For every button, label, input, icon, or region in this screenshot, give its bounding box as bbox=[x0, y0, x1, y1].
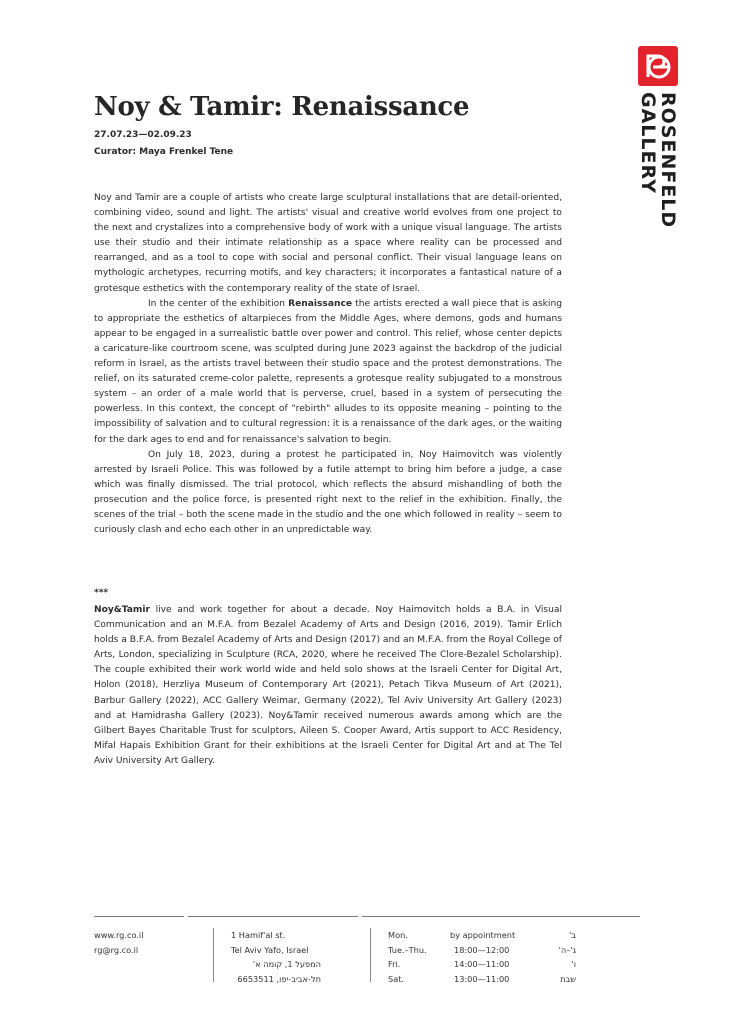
artist-name-bold: Noy&Tamir bbox=[94, 605, 150, 615]
rg-logo-icon bbox=[638, 46, 678, 86]
hours-day: Fri. bbox=[388, 959, 401, 970]
hours-row bbox=[388, 972, 576, 987]
paragraph-protest: On July 18, 2023, during a protest he participated in, Noy Haimovitch was violently arrested by Israeli Police. This was followed by a futile attempt to bring him before a judge, a case which was finally dismissed. The trial protocol, which reflects the absurd mishandling of both the prosecution and the police force, is presented right next to the relief in the exhibition. Finally, the scenes of the trial – both the scene made in the studio and the one which followed in reality – seem to curiously clash and echo each other in an unpredictable way. bbox=[94, 449, 562, 536]
footer-contact bbox=[94, 928, 143, 957]
hours-day-hebrew: ו' bbox=[571, 959, 576, 970]
address-hebrew-1: המפעל 1, קומה א' bbox=[252, 959, 321, 970]
hours-time: 13:00—11:00 bbox=[454, 973, 510, 984]
address-line-1: 1 Hamif'al st. bbox=[231, 930, 286, 940]
footer-divider-1 bbox=[94, 916, 184, 917]
hours-time: 18:00—12:00 bbox=[454, 944, 510, 955]
email-link[interactable]: rg@rg.co.il bbox=[94, 944, 139, 955]
paragraph-renaissance bbox=[94, 297, 562, 448]
logo-wordmark bbox=[638, 92, 678, 282]
opening-hours bbox=[388, 928, 576, 986]
exhibition-dates: 27.07.23—02.09.23 bbox=[94, 130, 192, 140]
gallery-logo bbox=[637, 46, 679, 229]
hours-time: 14:00—11:00 bbox=[454, 959, 510, 970]
footer-divider-2 bbox=[188, 916, 358, 917]
hours-row bbox=[388, 943, 576, 958]
hours-row bbox=[388, 928, 576, 943]
artist-bio-text: live and work together for about a decade. Noy Haimovitch holds a B.A. in Visual Communication and an M.F.A. from Bezalel Academy of Arts and Design (2016, 2019). Tamir Erlich holds a B.F.A. from Bezalel Academy of Arts and Design (2017) and an M.F.A. from the Royal College of Arts, London, specializing in Sculpture (RCA, 2020, where he received The Clore-Bezalel Scholarship). The couple exhibited their work world wide and held solo shows at the Israeli Center for Digital Art, Holon (2018), Herzliya Museum of Contemporary Art (2021), Petach Tikva Museum of Art (2021), Barbur Gallery (2022), ACC Gallery Weimar, Germany (2022), Tel Aviv University Art Gallery (2023) and at Hamidrasha Gallery (2023). Noy&Tamir received numerous awards among which are the Gilbert Bayes Charitable Trust for sculptors, Aileen S. Cooper Award, Artis support to ACC Residency, Mifal Hapais Exhibition Grant for their exhibitions at the Israeli Center for Digital Art and at The Tel Aviv University Art Gallery. bbox=[94, 605, 562, 766]
footer-vertical-divider-1 bbox=[213, 928, 214, 982]
footer-address bbox=[231, 928, 321, 986]
website-link[interactable]: www.rg.co.il bbox=[94, 930, 144, 940]
paragraph-renaissance-start: In the center of the exhibition bbox=[148, 298, 289, 309]
hours-row bbox=[388, 957, 576, 972]
footer-vertical-divider-2 bbox=[370, 928, 371, 982]
hours-day-hebrew: שבת bbox=[560, 973, 576, 984]
address-line-2: Tel Aviv Yafo, Israel bbox=[231, 944, 309, 955]
footer-divider-3 bbox=[362, 916, 640, 917]
section-separator: *** bbox=[94, 588, 109, 598]
logo-line-rosenfeld: ROSENFELD bbox=[657, 92, 679, 229]
hours-day-hebrew: ג'–ה' bbox=[558, 944, 576, 955]
logo-line-gallery: GALLERY bbox=[637, 92, 659, 194]
exhibition-title: Noy & Tamir: Renaissance bbox=[94, 92, 470, 122]
hours-time: by appointment bbox=[450, 930, 516, 940]
artist-bio bbox=[94, 603, 562, 769]
hours-day-hebrew: ב' bbox=[569, 930, 576, 940]
exhibition-text bbox=[94, 191, 562, 538]
hours-day: Tue.–Thu. bbox=[388, 944, 427, 955]
paragraph-renaissance-rest: the artists erected a wall piece that is asking to appropriate the esthetics of altarpieces from the Middle Ages, where demons, gods and humans appear to be engaged in a surrealistic battle over power and control. This relief, whose center depicts a caricature-like courtroom scene, was sculpted during June 2023 against the backdrop of the judicial reform in Israel, as the artists travel between their studio space and the protest demonstrations. The relief, on its saturated creme-color palette, represents a grotesque reality subjugated to a monstrous system – an order of a male world that is perverse, cruel, based in a system of persecuting the powerless. In this context, the concept of "rebirth" alludes to its opposite meaning – pointing to the impossibility of salvation and to cultural regression: it is a renaissance of the dark ages, or the waiting for the dark ages to end and for renaissance's salvation to begin. bbox=[94, 298, 562, 445]
curator-line: Curator: Maya Frenkel Tene bbox=[94, 147, 234, 157]
hours-day: Sat. bbox=[388, 973, 405, 984]
paragraph-intro: Noy and Tamir are a couple of artists who create large sculptural installations that are detail-oriented, combining video, sound and light. The artists' visual and creative world evolves from one project to the next and crystalizes into a comprehensive body of work with a unique visual language. The artists use their studio and their intimate relationship as a space where reality can be processed and rearranged, and as a tool to cope with social and personal conflict. Their visual language leans on mythologic archetypes, recurring motifs, and key characters; it incorporates a fantastical nature of a grotesque esthetics with the contemporary reality of the state of Israel. bbox=[94, 193, 562, 294]
hours-day: Mon. bbox=[388, 930, 408, 940]
exhibition-name-bold: Renaissance bbox=[288, 298, 353, 309]
address-hebrew-2: תל-אביב-יפו, 6653511 bbox=[237, 973, 321, 984]
